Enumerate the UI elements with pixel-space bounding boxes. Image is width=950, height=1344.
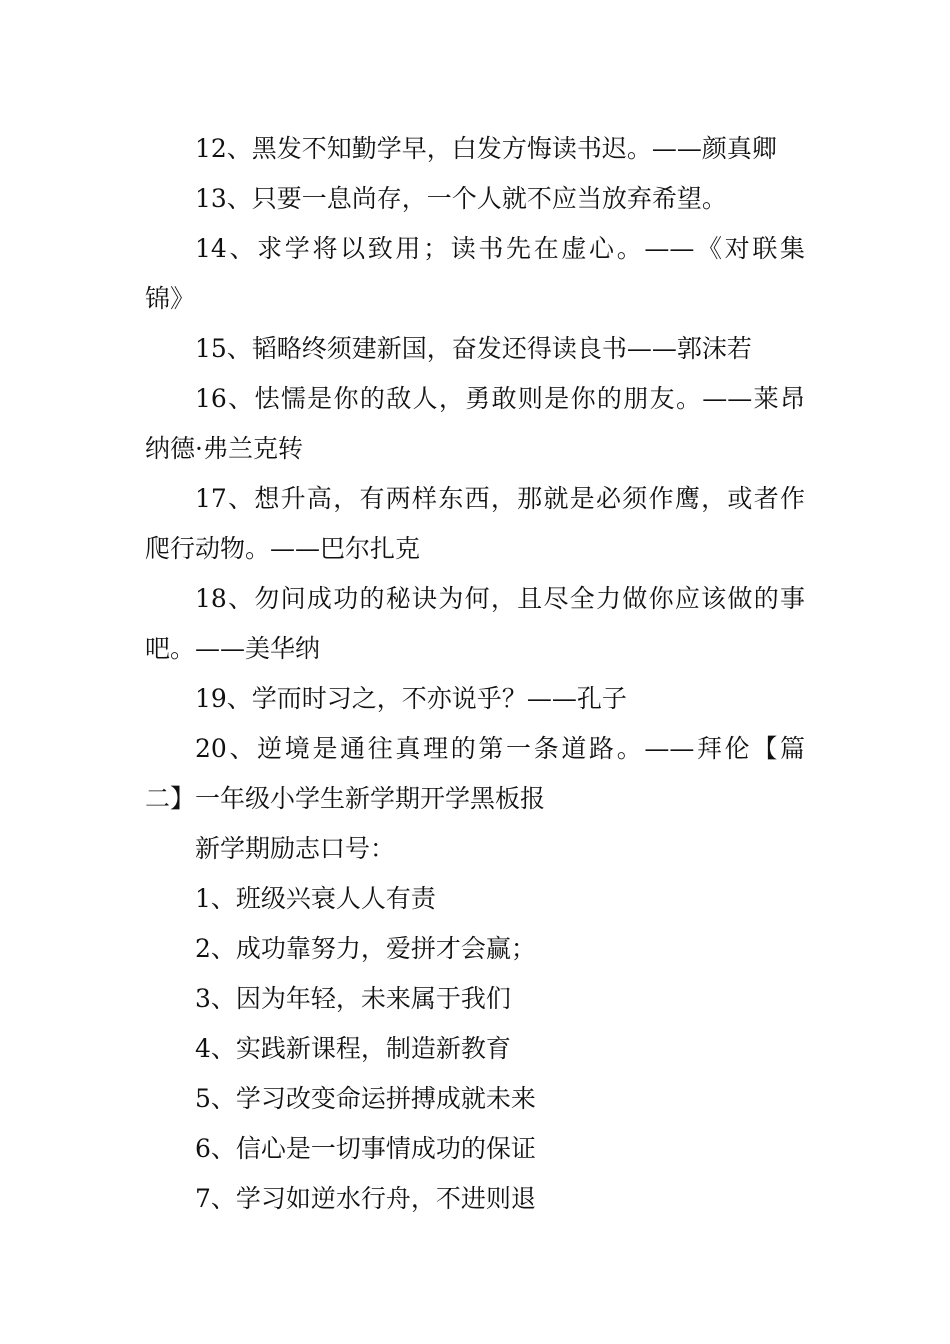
document-body [145,124,805,1224]
text-line: 3、因为年轻，未来属于我们 [195,984,511,1013]
text-line: 5、学习改变命运拼搏成就未来 [195,1084,536,1113]
text-line: 2、成功靠努力，爱拼才会赢； [195,934,536,963]
text-line: 20、逆境是通往真理的第一条道路。——拜伦【篇 [195,734,805,763]
text-line: 19、学而时习之，不亦说乎？——孔子 [195,684,627,713]
text-line: 15、韬略终须建新国，奋发还得读良书——郭沫若 [195,334,752,363]
text-line: 1、班级兴衰人人有责 [195,884,436,913]
text-line: 17、想升高，有两样东西，那就是必须作鹰，或者作 [195,484,805,513]
text-line: 锦》 [145,284,196,313]
text-line: 4、实践新课程，制造新教育 [195,1034,511,1063]
text-line: 爬行动物。——巴尔扎克 [145,534,421,563]
text-line: 新学期励志口号： [195,834,396,863]
text-line: 7、学习如逆水行舟，不进则退 [195,1184,536,1213]
text-line: 6、信心是一切事情成功的保证 [195,1134,536,1163]
text-line: 16、怯懦是你的敌人，勇敢则是你的朋友。——莱昂 [195,384,805,413]
text-line: 12、黑发不知勤学早，白发方悔读书迟。——颜真卿 [195,134,777,163]
text-line: 吧。——美华纳 [145,634,321,663]
text-line: 13、只要一息尚存，一个人就不应当放弃希望。 [195,184,727,213]
text-line: 二】一年级小学生新学期开学黑板报 [145,784,546,813]
text-line: 纳德·弗兰克转 [145,434,303,463]
text-line: 18、勿问成功的秘诀为何，且尽全力做你应该做的事 [195,584,805,613]
text-line: 14、求学将以致用；读书先在虚心。——《对联集 [195,234,805,263]
